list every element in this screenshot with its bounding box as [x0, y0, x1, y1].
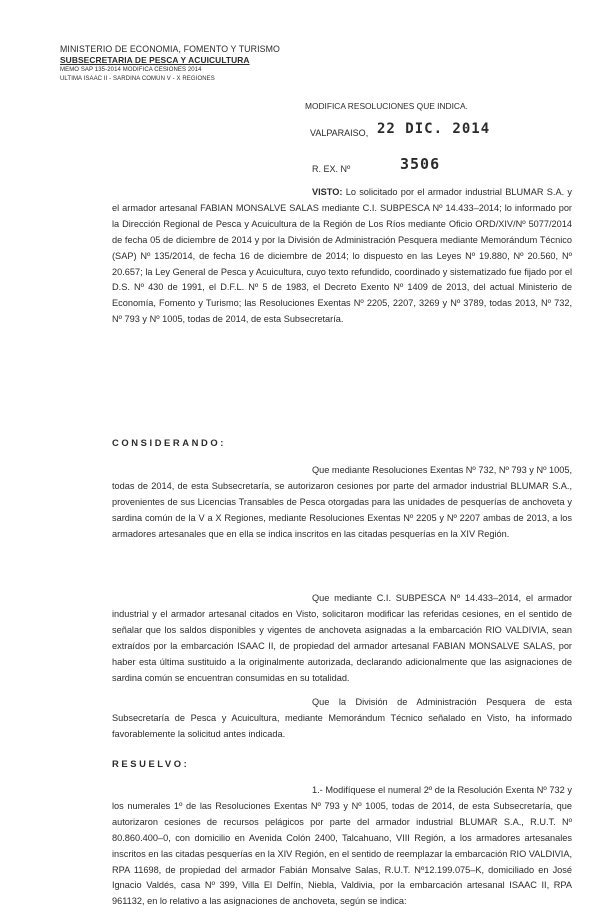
subsecretaria-name: SUBSECRETARIA DE PESCA Y ACUICULTURA	[60, 55, 250, 65]
resuelvo-text-1: 1.- Modifíquese el numeral 2º de la Resolución Exenta Nº 732 y los numerales 1º de las Resoluciones Exentas Nº 793 y Nº 1005, todas de 2014, de esta Subsecretaría, que autorizaron cesiones de recursos pelágicos por parte del armador industrial BLUMAR S.A., R.U.T. Nº 80.860.400–0, con domicilio en Avenida Colón 2400, Talcahuano, VIII Región, a los armadores artesanales inscritos en las citadas pesquerías en la XIV Región, en el sentido de reemplazar la embarcación RIO VALDIVIA, RPA 11698, de propiedad del armador Fabián Monsalve Salas, R.U.T. Nº12.199.075–K, domiciliado en José Ignacio Valdés, casa Nº 399, Villa El Delfín, Niebla, Valdivia, por la embarcación artesanal ISAAC II, RPA 961132, en lo relativo a las asignaciones de anchoveta, según se indica:	[112, 785, 572, 907]
resuelvo-heading: RESUELVO:	[112, 758, 190, 769]
letterhead	[60, 44, 320, 84]
resolution-label: R. EX. Nº	[312, 164, 351, 174]
considerando-text-1: Que mediante Resoluciones Exentas Nº 732, Nº 793 y Nº 1005, todas de 2014, de esta Subsecretaría, se autorizaron cesiones por parte del armador industrial BLUMAR S.A., provenientes de sus Licencias Transables de Pesca otorgadas para las unidades de pesquerías de anchoveta y sardina común de la V a X Regiones, mediante Resoluciones Exentas Nº 2205 y Nº 2207 ambas de 2013, a los armadores artesanales que en ella se indica inscritos en las citadas pesquerías en la XIV Región.	[112, 465, 572, 539]
place-label: VALPARAISO,	[310, 128, 369, 138]
visto-lead: VISTO:	[312, 187, 343, 197]
memo-reference: MEMO SAP 135-2014 MODIFICA CESIONES 2014	[60, 67, 202, 73]
visto-text: Lo solicitado por el armador industrial BLUMAR S.A. y el armador artesanal FABIAN MONSALVE SALAS mediante C.I. SUBPESCA Nº 14.433–2014; lo informado por la Dirección Regional de Pesca y Acuicultura de la Región de Los Ríos mediante Oficio ORD/XIV/Nº 5077/2014 de fecha 05 de diciembre de 2014 y por la División de Administración Pesquera mediante Memorándum Técnico (SAP) Nº 135/2014, de fecha 16 de diciembre de 2014; lo dispuesto en las Leyes Nº 19.880, Nº 20.560, Nº 20.657; la Ley General de Pesca y Acuicultura, cuyo texto refundido, coordinado y sistematizado fue fijado por el D.S. Nº 430 de 1991, el D.F.L. Nº 5 de 1983, el Decreto Exento Nº 1409 de 2013, del actual Ministerio de Economía, Fomento y Turismo; las Resoluciones Exentas Nº 2205, 2207, 3269 y Nº 3789, todas 2013, Nº 732, Nº 793 y Nº 1005, todas de 2014, de esta Subsecretaría.	[112, 187, 572, 325]
ministry-name: MINISTERIO DE ECONOMIA, FOMENTO Y TURISMO	[60, 44, 280, 54]
considerando-paragraph-2	[112, 591, 572, 686]
considerando-paragraph-1	[112, 463, 572, 543]
subject-reference: ULTIMA ISAAC II - SARDINA COMUN V - X REGIONES	[60, 76, 215, 82]
document-title: MODIFICA RESOLUCIONES QUE INDICA.	[305, 101, 468, 111]
considerando-paragraph-3	[112, 695, 572, 743]
considerando-heading: CONSIDERANDO:	[112, 437, 227, 448]
resuelvo-paragraph-1	[112, 783, 572, 910]
considerando-text-3: Que la División de Administración Pesquera de esta Subsecretaría de Pesca y Acuicultura, mediante Memorándum Técnico señalado en Visto, ha informado favorablemente la solicitud antes indicada.	[112, 697, 572, 739]
considerando-text-2: Que mediante C.I. SUBPESCA Nº 14.433–2014, el armador industrial y el armador artesanal citados en Visto, solicitaron modificar las referidas cesiones, en el sentido de señalar que los saldos disponibles y vigentes de anchoveta asignadas a la embarcación RIO VALDIVIA, sean extraídos por la embarcación ISAAC II, de propiedad del armador artesanal FABIAN MONSALVE SALAS, por haber esta última sustituido a la originalmente autorizada, declarando adicionalmente que las asignaciones de sardina común se encuentran consumidas en su totalidad.	[112, 593, 572, 683]
visto-paragraph	[112, 185, 572, 328]
resolution-number: 3506	[400, 155, 441, 173]
document-date: 22 DIC. 2014	[377, 121, 491, 137]
